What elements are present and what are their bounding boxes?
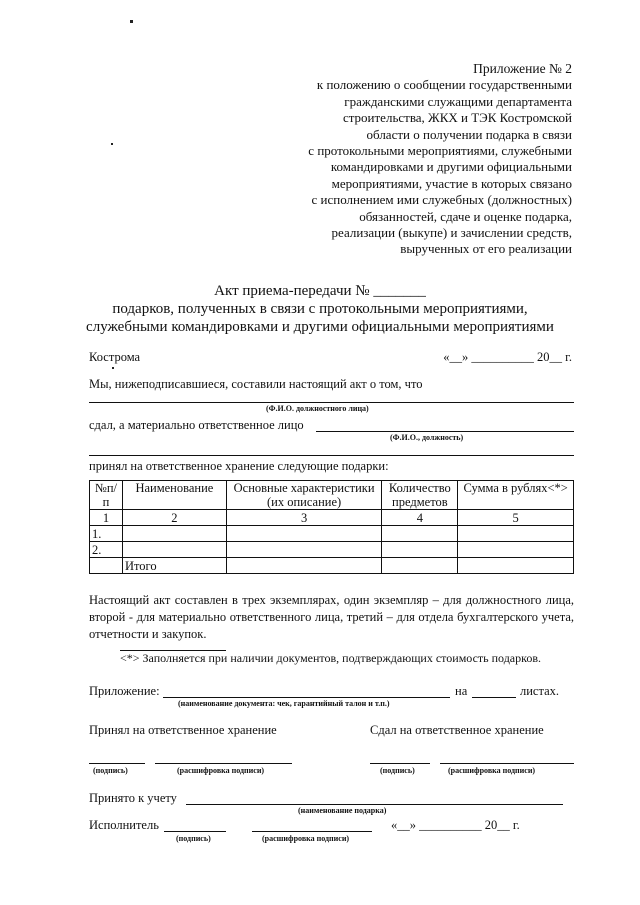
- attachment-sheets: листах.: [520, 684, 560, 698]
- attachment-field[interactable]: [163, 697, 450, 698]
- table-cell: 1.: [90, 526, 123, 542]
- attachment-on: на: [455, 684, 468, 698]
- registration-label: Принято к учету: [89, 791, 177, 805]
- official-name-caption: (Ф.И.О. должностного лица): [266, 404, 369, 413]
- scan-speck: [130, 20, 133, 23]
- table-header-cell: Количество предметов: [382, 481, 458, 510]
- appendix-line: строительства, ЖКХ и ТЭК Костромской: [342, 110, 572, 126]
- appendix-line: гражданскими служащими департамента: [344, 93, 572, 109]
- executor-signature-field[interactable]: [164, 831, 226, 832]
- table-cell[interactable]: [226, 558, 382, 574]
- table-cell: 5: [458, 510, 574, 526]
- table-cell[interactable]: [458, 542, 574, 558]
- table-cell: 3: [226, 510, 382, 526]
- scan-speck: [111, 143, 113, 145]
- appendix-line: с исполнением ими служебных (должностных): [311, 192, 572, 208]
- appendix-line: командировками и другими официальными: [330, 159, 572, 175]
- handed-signature-field[interactable]: [370, 763, 430, 764]
- accepted-text: принял на ответственное хранение следующие подарки:: [89, 459, 389, 473]
- gifts-table: [89, 480, 574, 574]
- gift-name-caption: (наименование подарка): [298, 806, 387, 815]
- handed-decoding-field[interactable]: [440, 763, 574, 764]
- table-cell: Итого: [122, 558, 226, 574]
- act-date: «__» __________ 20__ г.: [443, 350, 572, 364]
- attachment-caption: (наименование документа: чек, гарантийный талон и т.п.): [178, 699, 390, 708]
- table-cell[interactable]: [382, 542, 458, 558]
- table-cell[interactable]: [382, 526, 458, 542]
- table-header-cell: Основные характеристики (их описание): [226, 481, 382, 510]
- table-cell: 1: [90, 510, 123, 526]
- appendix-line: реализации (выкупе) и зачислении средств,: [331, 225, 572, 241]
- city: Кострома: [89, 350, 141, 364]
- gift-name-field[interactable]: [186, 804, 563, 805]
- table-cell: 2.: [90, 542, 123, 558]
- executor-decoding-caption: (расшифровка подписи): [262, 834, 350, 843]
- responsible-person-caption: (Ф.И.О., должность): [390, 433, 464, 442]
- table-cell: [90, 558, 123, 574]
- accepted-signature-field[interactable]: [89, 763, 145, 764]
- table-cell[interactable]: [458, 558, 574, 574]
- table-cell[interactable]: [122, 526, 226, 542]
- blank-line[interactable]: [89, 455, 574, 456]
- copies-text: Настоящий акт составлен в трех экземплярах, один экземпляр – для должностного лица, второй - для материально ответственного лица, третий – для отдела бухгалтерского учета, отчетности и закупок.: [89, 593, 574, 641]
- responsible-person-field[interactable]: [316, 431, 574, 432]
- executor-signature-caption: (подпись): [176, 834, 211, 843]
- table-cell[interactable]: [458, 526, 574, 542]
- attachment-sheets-field[interactable]: [472, 697, 516, 698]
- accepted-signature-caption: (подпись): [93, 766, 128, 775]
- table-header-cell: Наименование: [122, 481, 226, 510]
- appendix-line: с протокольными мероприятиями, служебными: [308, 143, 572, 159]
- executor-date: «__» __________ 20__ г.: [391, 818, 520, 832]
- appendix-block: [308, 61, 572, 258]
- table-header-cell: №п/п: [90, 481, 123, 510]
- table-cell: 2: [122, 510, 226, 526]
- table-cell: 4: [382, 510, 458, 526]
- appendix-line: вырученных от его реализации: [400, 241, 572, 257]
- handed-decoding-caption: (расшифровка подписи): [448, 766, 536, 775]
- intro-text: Мы, нижеподписавшиеся, составили настоящий акт о том, что: [89, 377, 423, 391]
- executor-label: Исполнитель: [89, 818, 159, 832]
- table-cell[interactable]: [122, 542, 226, 558]
- handed-signature-caption: (подпись): [380, 766, 415, 775]
- act-subtitle-line: подарков, полученных в связи с протокольными мероприятиями,: [112, 301, 528, 317]
- appendix-line: обязанностей, сдаче и оценке подарка,: [359, 208, 572, 224]
- appendix-line: к положению о сообщении государственными: [316, 77, 572, 93]
- table-row: [90, 542, 574, 558]
- appendix-line: мероприятиями, участие в которых связано: [331, 175, 572, 191]
- accepted-decoding-field[interactable]: [155, 763, 292, 764]
- accepted-signature-label: Принял на ответственное хранение: [89, 723, 277, 737]
- table-number-row: [90, 510, 574, 526]
- table-cell[interactable]: [226, 542, 382, 558]
- table-total-row: [90, 558, 574, 574]
- accepted-decoding-caption: (расшифровка подписи): [177, 766, 265, 775]
- official-name-field[interactable]: [89, 402, 574, 403]
- table-header-row: [90, 481, 574, 510]
- table-row: [90, 526, 574, 542]
- executor-decoding-field[interactable]: [252, 831, 372, 832]
- attachment-label: Приложение:: [89, 684, 160, 698]
- act-subtitle-line: служебными командировками и другими официальными мероприятиями: [86, 319, 554, 335]
- table-cell[interactable]: [382, 558, 458, 574]
- appendix-line: Приложение № 2: [473, 61, 572, 76]
- table-header-cell: Сумма в рублях<*>: [458, 481, 574, 510]
- handed-signature-label: Сдал на ответственное хранение: [370, 723, 544, 737]
- act-title: Акт приема-передачи № _______: [214, 283, 426, 299]
- table-cell[interactable]: [226, 526, 382, 542]
- scan-speck: [112, 367, 114, 369]
- handed-over-text: сдал, а материально ответственное лицо: [89, 418, 304, 432]
- footnote: <*> Заполняется при наличии документов, подтверждающих стоимость подарков.: [120, 651, 542, 665]
- appendix-line: области о получении подарка в связи: [366, 126, 572, 142]
